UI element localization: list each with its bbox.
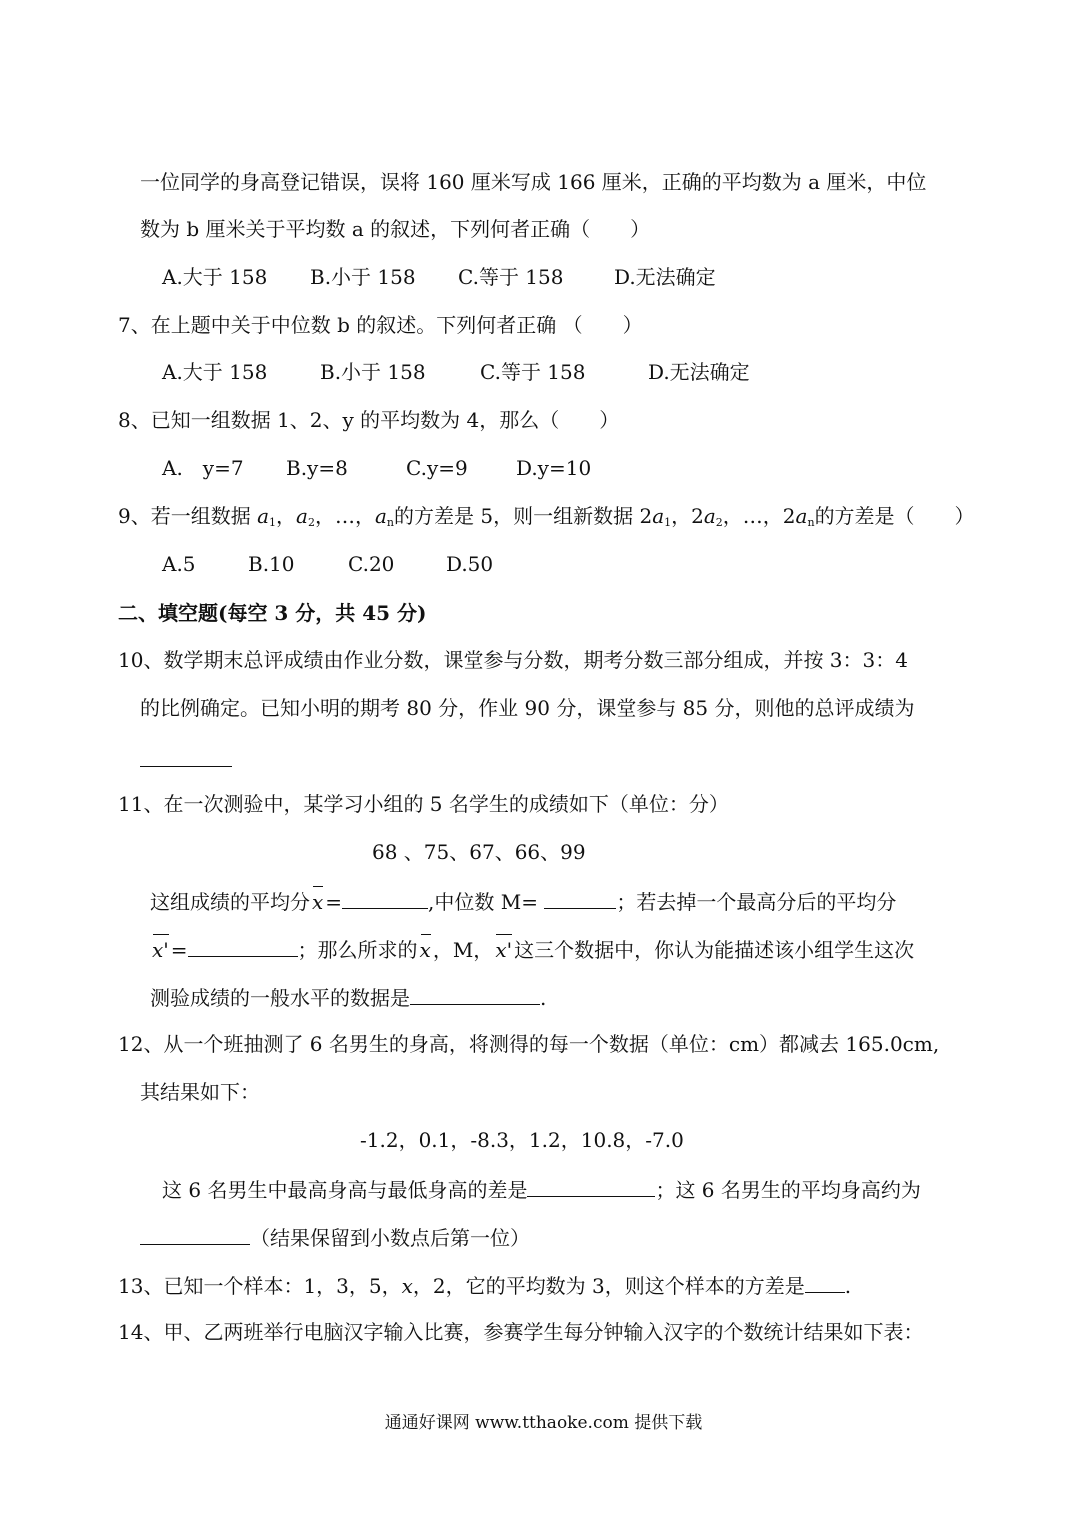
q10-line2: 的比例确定。已知小明的期考 80 分，作业 90 分，课堂参与 85 分，则他的总评成绩为 [140, 696, 915, 720]
q8-option-b: B.y=8 [286, 456, 348, 480]
q11-l4-c: 这三个数据中，你认为能描述该小组学生这次 [514, 938, 915, 962]
q12-line1: 12、从一个班抽测了 6 名男生的身高，将测得的每一个数据（单位：cm）都减去 165.0cm, [118, 1032, 940, 1056]
q9-ellipsis2: ，…， [722, 504, 783, 528]
q12-l4-b: ；这 6 名男生的平均身高约为 [655, 1178, 921, 1202]
q10-line1: 10、数学期末总评成绩由作业分数，课堂参与分数，期考分数三部分组成，并按 3：3：4 [118, 648, 908, 672]
q11-line1: 11、在一次测验中，某学习小组的 5 名学生的成绩如下（单位：分） [118, 792, 729, 816]
q9-option-c: C.20 [348, 552, 395, 576]
q9-b2-sub: 2 [715, 516, 723, 529]
q6-option-c: C.等于 158 [458, 265, 564, 289]
q11-period: . [540, 986, 547, 1010]
q9-two1: 2 [639, 504, 653, 528]
q9-bn-sub: n [807, 516, 815, 529]
q12-line4 [162, 1174, 921, 1202]
q9-b2-var: a [703, 504, 716, 528]
q9-a1-var: a [257, 504, 270, 528]
q9-an-var: a [374, 504, 387, 528]
q11-line3 [150, 886, 896, 914]
q13-variance-blank[interactable] [805, 1270, 845, 1293]
q11-l4-b: ，M， [432, 938, 494, 962]
q11-mean-prime-symbol: x' [152, 938, 169, 962]
q11-eq2: = [170, 938, 188, 962]
q9-bn-var: a [795, 504, 808, 528]
q10-answer-blank[interactable] [140, 742, 232, 767]
q7-option-b: B.小于 158 [320, 360, 426, 384]
q13-x: x [401, 1274, 413, 1298]
q6-line2: 数为 b 厘米关于平均数 a 的叙述，下列何者正确（ ） [140, 217, 651, 241]
q7-option-a: A.大于 158 [162, 360, 268, 384]
q12-line5 [140, 1222, 530, 1250]
q11-l3-a: 这组成绩的平均分 [150, 890, 310, 914]
q12-data: -1.2，0.1，-8.3，1.2，10.8，-7.0 [360, 1128, 684, 1152]
q9-b1-var: a [652, 504, 665, 528]
q11-eq: = [325, 890, 343, 914]
q11-mean-symbol: x [312, 890, 324, 914]
q11-scores: 68 、75、67、66、99 [372, 840, 586, 864]
q8-option-c: C.y=9 [406, 456, 468, 480]
q11-l4-a: ；那么所求的 [297, 938, 418, 962]
q13-period: . [844, 1274, 852, 1298]
q9-mid: 的方差是 5，则一组新数据 [394, 504, 640, 528]
q13-a: 13、已知一个样本：1，3，5， [118, 1274, 402, 1298]
q9-a1-sub: 1 [269, 516, 277, 529]
q12-line2: 其结果如下： [140, 1080, 260, 1104]
q12-avg-height-blank[interactable] [140, 1222, 250, 1245]
q9-suffix: 的方差是（ ） [814, 504, 975, 528]
q6-option-d: D.无法确定 [614, 265, 716, 289]
q8-text: 8、已知一组数据 1、2、y 的平均数为 4，那么（ ） [118, 408, 620, 432]
q11-l3-c: ；若去掉一个最高分后的平均分 [616, 890, 897, 914]
q9-prefix: 9、若一组数据 [118, 504, 258, 528]
q9-two3: 2 [782, 504, 796, 528]
q11-l3-b: ,中位数 M= [428, 890, 538, 914]
q6-line1: 一位同学的身高登记错误，误将 160 厘米写成 166 厘米，正确的平均数为 a 厘米，中位 [140, 170, 927, 194]
q11-mean-symbol-2: x [419, 938, 431, 962]
q12-l4-a: 这 6 名男生中最高身高与最低身高的差是 [162, 1178, 528, 1202]
q11-mean-blank[interactable] [342, 886, 428, 909]
q11-line5 [150, 982, 546, 1010]
q8-option-a: A. y=7 [162, 456, 244, 480]
q11-typical-blank[interactable] [410, 982, 540, 1005]
q9-an-sub: n [386, 516, 394, 529]
q7-text: 7、在上题中关于中位数 b 的叙述。下列何者正确 （ ） [118, 313, 643, 337]
q7-option-d: D.无法确定 [648, 360, 750, 384]
q12-range-blank[interactable] [527, 1174, 655, 1197]
q11-l5: 测验成绩的一般水平的数据是 [150, 986, 410, 1010]
q9-option-b: B.10 [248, 552, 295, 576]
q9-ellipsis1: ，…， [314, 504, 375, 528]
q11-line4 [150, 934, 914, 962]
q9-sep1: ， [276, 504, 297, 528]
q13-b: ，2，它的平均数为 3，则这个样本的方差是 [412, 1274, 805, 1298]
q9-text [118, 502, 975, 530]
q9-a2-var: a [296, 504, 308, 528]
q7-option-c: C.等于 158 [480, 360, 586, 384]
q9-option-d: D.50 [446, 552, 494, 576]
q11-median-blank[interactable] [544, 886, 616, 909]
q8-option-d: D.y=10 [516, 456, 592, 480]
q11-mean-prime-symbol-2: x' [495, 938, 513, 962]
q6-option-a: A.大于 158 [162, 265, 268, 289]
q6-option-b: B.小于 158 [310, 265, 416, 289]
q9-b1-sub: 1 [664, 516, 672, 529]
q12-l5: （结果保留到小数点后第一位） [250, 1226, 530, 1250]
q14-text: 14、甲、乙两班举行电脑汉字输入比赛，参赛学生每分钟输入汉字的个数统计结果如下表： [118, 1320, 924, 1344]
q9-sep2: ， [671, 504, 692, 528]
q11-mean-prime-blank[interactable] [188, 934, 298, 957]
page-footer: 通通好课网 www.tthaoke.com 提供下载 [384, 1413, 703, 1433]
q9-option-a: A.5 [162, 552, 196, 576]
section-2-heading: 二、填空题(每空 3 分，共 45 分) [118, 601, 427, 625]
q9-two2: 2 [691, 504, 704, 528]
q9-a2-sub: 2 [307, 516, 315, 529]
q13-text [118, 1270, 851, 1298]
